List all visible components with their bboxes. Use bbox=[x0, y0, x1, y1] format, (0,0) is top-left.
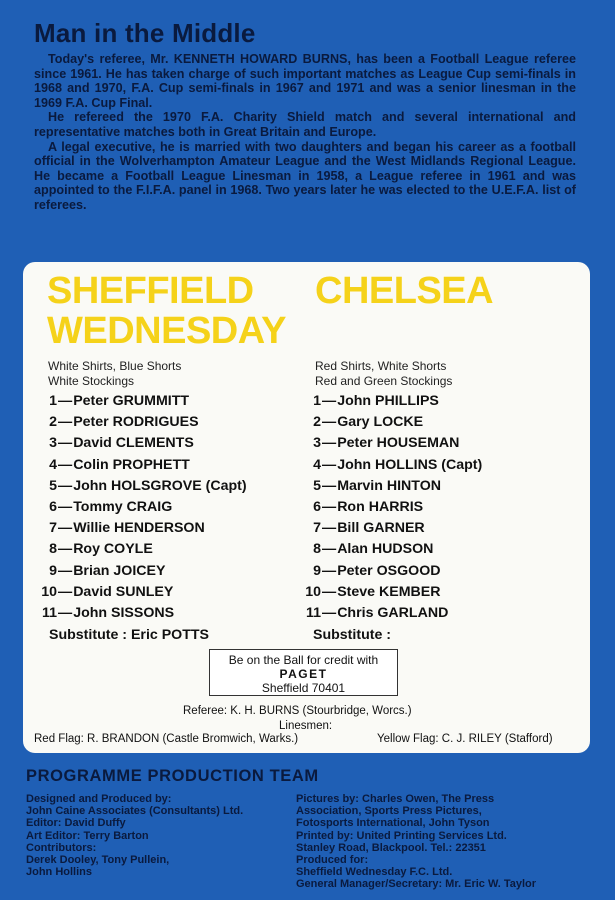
article-paragraph: A legal executive, he is married with two daughters and began his career as a football official in the Wolverhampton Amateur League and the West Midlands Regional League. He became a Football League Linesman in 1958, a League referee in 1961 and was appointed to the F.I.F.A. panel in 1968. Two years later he was elected to the U.E.F.A. list of referees. bbox=[34, 139, 576, 212]
away-player: 3—Peter HOUSEMAN bbox=[313, 435, 460, 452]
away-substitute: Substitute : bbox=[313, 627, 392, 643]
advert-brand: PAGET bbox=[279, 667, 328, 681]
home-player: 7—Willie HENDERSON bbox=[49, 520, 205, 537]
article-paragraph: Today's referee, Mr. KENNETH HOWARD BURNS, has been a Football League referee since 1961. He has taken charge of such important matches as League Cup semi-finals in 1968 and 1970, F.A. Cup semi-finals in 1967 and 1971 and was a senior linesman in the 1969 F.A. Cup Final. bbox=[34, 52, 576, 110]
away-player: 11—Chris GARLAND bbox=[306, 604, 449, 621]
credit-line: Art Editor: Terry Barton bbox=[26, 829, 149, 842]
sponsor-advert bbox=[209, 649, 398, 696]
credit-line: Derek Dooley, Tony Pullein, bbox=[26, 854, 170, 867]
credit-line: General Manager/Secretary: Mr. Eric W. Taylor bbox=[296, 878, 537, 891]
advert-phone: Sheffield 70401 bbox=[261, 681, 346, 695]
away-kit bbox=[315, 359, 452, 389]
article-title: Man in the Middle bbox=[34, 18, 256, 48]
yellow-flag-linesman: Yellow Flag: C. J. RILEY (Stafford) bbox=[377, 733, 553, 745]
credit-line: Stanley Road, Blackpool. Tel.: 22351 bbox=[296, 841, 486, 854]
credit-line: Designed and Produced by: bbox=[26, 793, 172, 805]
credit-line: John Hollins bbox=[26, 866, 92, 879]
away-player: 8—Alan HUDSON bbox=[313, 541, 434, 558]
home-player: 6—Tommy CRAIG bbox=[49, 498, 173, 515]
credit-line: Fotosports International, John Tyson bbox=[296, 817, 490, 830]
advert-tagline: Be on the Ball for credit with bbox=[228, 653, 379, 667]
home-player-list bbox=[33, 393, 247, 626]
home-player: 3—David CLEMENTS bbox=[49, 435, 194, 452]
credit-line: Sheffield Wednesday F.C. Ltd. bbox=[296, 866, 453, 879]
credit-line: Printed by: United Printing Services Ltd. bbox=[296, 829, 507, 842]
article-body bbox=[34, 52, 576, 213]
referee-line: Referee: K. H. BURNS (Stourbridge, Worcs.) bbox=[183, 705, 412, 717]
home-player: 4—Colin PROPHETT bbox=[49, 456, 190, 473]
credit-line: Pictures by: Charles Owen, The Press bbox=[296, 793, 495, 805]
away-player: 5—Marvin HINTON bbox=[313, 477, 441, 494]
away-player: 4—John HOLLINS (Capt) bbox=[313, 456, 483, 473]
away-player: 6—Ron HARRIS bbox=[313, 498, 424, 515]
credit-line: Produced for: bbox=[296, 854, 369, 867]
home-kit bbox=[48, 359, 181, 389]
home-player: 5—John HOLSGROVE (Capt) bbox=[49, 477, 247, 494]
production-credits-right bbox=[296, 793, 536, 891]
away-player: 10—Steve KEMBER bbox=[305, 583, 441, 600]
home-player: 8—Roy COYLE bbox=[49, 541, 153, 558]
article-paragraph: He refereed the 1970 F.A. Charity Shield match and several international and representative matches both in Great Britain and Europe. bbox=[34, 110, 576, 139]
production-heading: PROGRAMME PRODUCTION TEAM bbox=[26, 767, 319, 785]
home-kit-line: White Shirts, Blue Shorts bbox=[48, 359, 182, 373]
home-substitute: Substitute : Eric POTTS bbox=[49, 627, 210, 643]
home-player: 10—David SUNLEY bbox=[41, 583, 174, 600]
home-player: 1—Peter GRUMMITT bbox=[49, 393, 190, 409]
away-player: 9—Peter OSGOOD bbox=[313, 562, 441, 579]
home-team-name-line2: WEDNESDAY bbox=[47, 310, 287, 352]
credit-line: John Caine Associates (Consultants) Ltd. bbox=[26, 805, 244, 818]
home-player: 2—Peter RODRIGUES bbox=[49, 414, 199, 431]
credit-line: Contributors: bbox=[26, 841, 97, 854]
team-sheet bbox=[23, 262, 590, 753]
home-player: 11—John SISSONS bbox=[42, 604, 175, 621]
production-team bbox=[0, 753, 615, 900]
away-kit-line: Red Shirts, White Shorts bbox=[315, 359, 447, 373]
home-kit-line: White Stockings bbox=[48, 374, 135, 388]
production-credits-left bbox=[26, 793, 243, 878]
away-team-name: CHELSEA bbox=[315, 270, 494, 312]
away-player: 2—Gary LOCKE bbox=[313, 414, 424, 431]
away-kit-line: Red and Green Stockings bbox=[315, 374, 453, 388]
red-flag-linesman: Red Flag: R. BRANDON (Castle Bromwich, Warks.) bbox=[34, 733, 299, 745]
away-player: 7—Bill GARNER bbox=[313, 520, 425, 537]
referee-article bbox=[0, 0, 615, 262]
credit-line: Editor: David Duffy bbox=[26, 817, 126, 830]
home-team-name-line1: SHEFFIELD bbox=[47, 270, 254, 312]
linesmen-label: Linesmen: bbox=[279, 720, 333, 732]
credit-line: Association, Sports Press Pictures, bbox=[296, 805, 482, 818]
away-player: 1—John PHILLIPS bbox=[313, 393, 439, 409]
home-player: 9—Brian JOICEY bbox=[49, 562, 166, 579]
away-player-list bbox=[297, 393, 482, 626]
